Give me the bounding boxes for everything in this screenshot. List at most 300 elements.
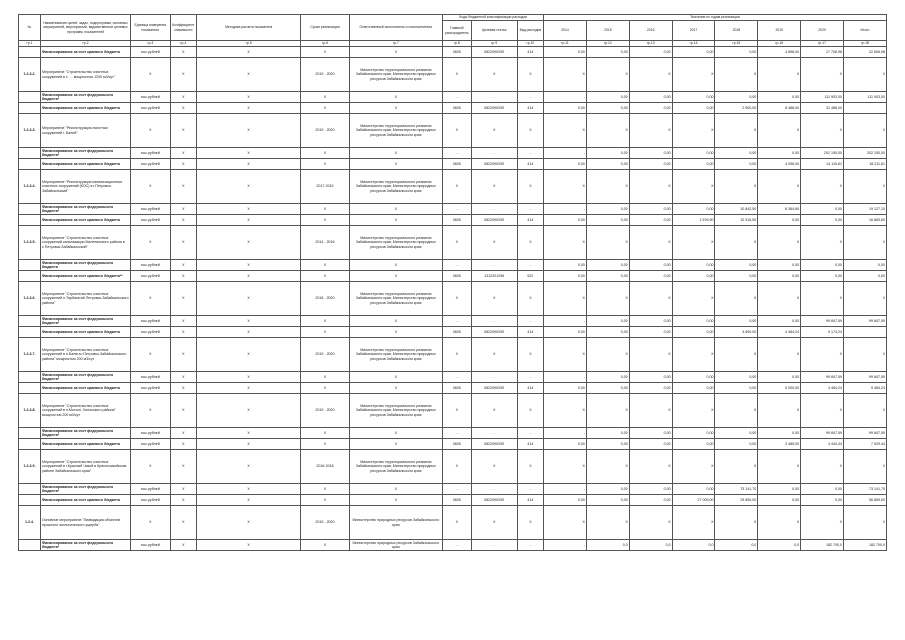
row-vr: 414: [517, 215, 543, 226]
row-year-value: 0,00: [629, 204, 672, 215]
row-grbs: 0605: [443, 103, 472, 114]
row-method: X: [196, 260, 300, 271]
row-name: Мероприятие "Реконструкция канализационных очистных сооружений (КОС) в г.Петровск-Забайкальский": [40, 170, 130, 204]
row-number: [19, 271, 41, 282]
row-grbs: X: [443, 506, 472, 540]
row-coef: X: [170, 439, 196, 450]
row-year-value: 0,00: [544, 159, 587, 170]
row-vr: -: [517, 260, 543, 271]
row-number: [19, 327, 41, 338]
row-year-value: 0,00: [586, 159, 629, 170]
row-unit: X: [131, 282, 171, 316]
row-year-value: X: [629, 226, 672, 260]
row-year-value: X: [544, 58, 587, 92]
row-unit: тыс.рублей: [131, 316, 171, 327]
row-year-value: 29 850,00: [715, 495, 758, 506]
row-year-value: 0,00: [672, 260, 715, 271]
row-name: Финансирование за счет краевого бюджета: [40, 383, 130, 394]
row-grbs: 0605: [443, 439, 472, 450]
row-year-value: 0,00: [715, 372, 758, 383]
row-year-value: X: [715, 450, 758, 484]
row-grbs: -: [443, 92, 472, 103]
row-number: 1.2.3.7.: [19, 338, 41, 372]
row-name: Финансирование за счет федерального бюджета*: [40, 148, 130, 159]
row-number: [19, 372, 41, 383]
row-year-value: X: [672, 338, 715, 372]
row-year-value: 0,00: [801, 204, 844, 215]
row-name: Финансирование за счет федерального бюджета*: [40, 316, 130, 327]
row-number: [19, 540, 41, 551]
row-year-value: X: [758, 394, 801, 428]
row-name: Мероприятие "Строительство очистных сооружений в с. ... мощностью 1200 м3/сут": [40, 58, 130, 92]
row-year-value: 0,00: [758, 372, 801, 383]
row-year-value: X: [758, 450, 801, 484]
row-number: [19, 260, 41, 271]
row-year-value: 0,00: [629, 327, 672, 338]
row-name: Финансирование за счет федерального бюджета*: [40, 372, 130, 383]
row-year-value: 0,00: [544, 215, 587, 226]
row-number: [19, 383, 41, 394]
row-year-value: X: [715, 170, 758, 204]
financing-row: [19, 428, 887, 439]
row-term: X: [301, 215, 349, 226]
row-unit: X: [131, 58, 171, 92]
row-unit: тыс.рублей: [131, 484, 171, 495]
row-unit: X: [131, 450, 171, 484]
row-year-value: 0,00: [629, 47, 672, 58]
row-year-value: 0,00: [758, 271, 801, 282]
row-term: X: [301, 484, 349, 495]
row-vr: -: [517, 372, 543, 383]
row-year-value: X: [672, 394, 715, 428]
row-year-value: 0,00: [801, 495, 844, 506]
row-term: X: [301, 260, 349, 271]
row-executor: X: [349, 47, 442, 58]
row-vr: 414: [517, 439, 543, 450]
financing-row: [19, 327, 887, 338]
row-unit: тыс.рублей: [131, 428, 171, 439]
row-year-value: 99 847,59: [801, 428, 844, 439]
row-year-value: X: [629, 394, 672, 428]
row-year-value: 202 150,00: [801, 148, 844, 159]
row-unit: тыс.рублей: [131, 103, 171, 114]
row-year-value: 0,00: [544, 327, 587, 338]
row-year-value: 0,00: [629, 159, 672, 170]
measure-row: [19, 170, 887, 204]
row-method: X: [196, 506, 300, 540]
row-grbs: X: [443, 170, 472, 204]
row-year-value: 0,00: [758, 484, 801, 495]
measure-row: [19, 226, 887, 260]
row-executor: Министерство территориального развития Забайкальского края, Министерство природных ресурсов Забайкальского края: [349, 58, 442, 92]
row-total: 99 847,59: [844, 372, 887, 383]
row-executor: X: [349, 103, 442, 114]
row-method: X: [196, 495, 300, 506]
row-year-value: 0,00: [629, 495, 672, 506]
row-vr: 522: [517, 271, 543, 282]
row-year-value: 9 174,24: [801, 327, 844, 338]
row-year-value: 4 444,44: [801, 439, 844, 450]
row-unit: тыс.рублей: [131, 148, 171, 159]
row-year-value: 0,00: [758, 148, 801, 159]
measure-row: [19, 338, 887, 372]
budget-table-sheet: [18, 14, 887, 551]
row-number: [19, 204, 41, 215]
row-coef: X: [170, 372, 196, 383]
row-total: 19 127,10: [844, 204, 887, 215]
row-coef: X: [170, 47, 196, 58]
row-term: 2018 - 2020: [301, 282, 349, 316]
row-year-value: 5 000,00: [758, 383, 801, 394]
financing-row: [19, 215, 887, 226]
row-vr: 414: [517, 383, 543, 394]
row-name: Финансирование за счет федерального бюджета*: [40, 428, 130, 439]
row-total: 7 929,44: [844, 439, 887, 450]
header-grbs: Главный распорядитель: [443, 21, 472, 41]
row-name: Финансирование за счет краевого бюджета: [40, 159, 130, 170]
header-term: Сроки реализации: [301, 15, 349, 41]
financing-row: [19, 439, 887, 450]
row-year-value: 0,00: [629, 484, 672, 495]
measure-row: [19, 58, 887, 92]
row-year-value: X: [758, 506, 801, 540]
row-total: X: [844, 170, 887, 204]
row-unit: тыс.рублей: [131, 372, 171, 383]
row-year-value: 0,00: [801, 215, 844, 226]
row-year-value: 4 096,00: [758, 159, 801, 170]
row-coef: X: [170, 92, 196, 103]
column-number: гр.2: [40, 41, 130, 47]
row-year-value: 99 847,59: [801, 372, 844, 383]
header-year: 2016: [629, 21, 672, 41]
row-year-value: 0,00: [586, 271, 629, 282]
row-year-value: -: [544, 316, 587, 327]
row-year-value: 0,00: [629, 260, 672, 271]
row-number: [19, 159, 41, 170]
budget-table: [18, 14, 887, 551]
row-term: X: [301, 316, 349, 327]
column-number: гр.8: [443, 41, 472, 47]
row-total: 182 700,0: [844, 540, 887, 551]
row-year-value: 0,00: [586, 148, 629, 159]
row-csr: 1312201296: [471, 271, 517, 282]
row-year-value: X: [801, 226, 844, 260]
row-coef: X: [170, 271, 196, 282]
row-name: Мероприятие "Строительство очистных сооружений п.Тарбагатай Петровск-Забайкальского района": [40, 282, 130, 316]
row-year-value: 0,00: [758, 428, 801, 439]
row-grbs: X: [443, 226, 472, 260]
row-csr: X: [471, 58, 517, 92]
row-year-value: 0,00: [672, 484, 715, 495]
column-number: гр.7: [349, 41, 442, 47]
row-executor: Министерство территориального развития Забайкальского края, Министерство природных ресурсов Забайкальского края: [349, 282, 442, 316]
row-term: X: [301, 103, 349, 114]
row-vr: -: [517, 316, 543, 327]
row-method: X: [196, 450, 300, 484]
row-unit: тыс.рублей: [131, 383, 171, 394]
row-grbs: -: [443, 260, 472, 271]
row-term: X: [301, 428, 349, 439]
row-method: X: [196, 439, 300, 450]
row-executor: X: [349, 204, 442, 215]
row-total: 73 141,70: [844, 484, 887, 495]
row-vr: -: [517, 92, 543, 103]
row-name: Финансирование за счет федерального бюджета: [40, 260, 130, 271]
row-year-value: X: [715, 506, 758, 540]
row-year-value: 0,00: [629, 316, 672, 327]
row-term: 2016-2018: [301, 450, 349, 484]
header-unit: Единица измерения показателя: [131, 15, 171, 41]
row-year-value: 0,00: [758, 495, 801, 506]
row-term: X: [301, 92, 349, 103]
row-number: 1.2.3.3.: [19, 114, 41, 148]
row-year-value: -: [544, 540, 587, 551]
row-vr: X: [517, 114, 543, 148]
row-name: Финансирование за счет краевого бюджета: [40, 439, 130, 450]
row-year-value: 0,00: [586, 204, 629, 215]
header-year: 2014: [544, 21, 587, 41]
financing-row: [19, 484, 887, 495]
measure-row: [19, 450, 887, 484]
row-year-value: 0,00: [586, 215, 629, 226]
row-csr: -: [471, 204, 517, 215]
row-year-value: 3 485,00: [758, 439, 801, 450]
row-method: X: [196, 204, 300, 215]
row-coef: X: [170, 428, 196, 439]
row-csr: X: [471, 338, 517, 372]
row-method: X: [196, 383, 300, 394]
row-total: 0,00: [844, 260, 887, 271]
row-unit: тыс.рублей: [131, 271, 171, 282]
row-year-value: X: [801, 114, 844, 148]
row-grbs: X: [443, 338, 472, 372]
row-year-value: 0,00: [715, 428, 758, 439]
row-year-value: X: [544, 226, 587, 260]
row-year-value: 4 898,00: [758, 47, 801, 58]
row-year-value: 0,0: [715, 540, 758, 551]
row-year-value: 0,00: [758, 92, 801, 103]
row-csr: X: [471, 450, 517, 484]
row-year-value: 10 842,50: [715, 204, 758, 215]
row-term: X: [301, 540, 349, 551]
row-term: X: [301, 383, 349, 394]
row-year-value: 0,00: [586, 428, 629, 439]
header-year: 2015: [586, 21, 629, 41]
row-year-value: 0,00: [672, 148, 715, 159]
row-grbs: -: [443, 372, 472, 383]
row-total: [844, 103, 887, 114]
row-year-value: X: [801, 58, 844, 92]
row-term: 2017-2019: [301, 170, 349, 204]
measure-row: [19, 282, 887, 316]
row-year-value: 0,0: [586, 540, 629, 551]
row-csr: X: [471, 506, 517, 540]
row-term: X: [301, 495, 349, 506]
financing-row: [19, 372, 887, 383]
row-year-value: 0,00: [586, 383, 629, 394]
row-year-value: X: [586, 338, 629, 372]
row-name: Мероприятие "Строительство очистных сооружений в п.Балягa г.Петровск-Забайкальского района" мощностью 200 м3/сут: [40, 338, 130, 372]
row-year-value: X: [586, 506, 629, 540]
row-coef: X: [170, 484, 196, 495]
row-year-value: 73 141,70: [715, 484, 758, 495]
row-csr: X: [471, 394, 517, 428]
row-term: 2015 - 2020: [301, 506, 349, 540]
row-csr: 0822090290: [471, 103, 517, 114]
row-year-value: 0,00: [586, 260, 629, 271]
row-executor: Министерство территориального развития Забайкальского края, Министерство природных ресурсов Забайкальского края: [349, 450, 442, 484]
row-coef: X: [170, 215, 196, 226]
row-year-value: X: [758, 58, 801, 92]
row-year-value: 0,00: [586, 372, 629, 383]
financing-row: [19, 92, 887, 103]
row-year-value: 0,00: [715, 47, 758, 58]
row-year-value: X: [672, 450, 715, 484]
row-name: Финансирование за счет краевого бюджета: [40, 215, 130, 226]
row-name: Финансирование за счет краевого бюджета: [40, 327, 130, 338]
row-year-value: 0,00: [586, 495, 629, 506]
row-executor: X: [349, 372, 442, 383]
row-year-value: X: [586, 282, 629, 316]
row-total: 99 847,59: [844, 316, 887, 327]
row-vr: -: [517, 148, 543, 159]
row-total: 16 883,60: [844, 215, 887, 226]
row-total: X: [844, 282, 887, 316]
row-grbs: X: [443, 282, 472, 316]
row-total: X: [844, 450, 887, 484]
row-year-value: X: [629, 506, 672, 540]
row-year-value: X: [629, 170, 672, 204]
row-executor: X: [349, 316, 442, 327]
row-name: Финансирование за счет федерального бюджета*: [40, 540, 130, 551]
row-coef: X: [170, 327, 196, 338]
row-number: [19, 215, 41, 226]
row-coef: X: [170, 170, 196, 204]
row-executor: X: [349, 484, 442, 495]
row-year-value: 0,00: [801, 271, 844, 282]
row-vr: 414: [517, 47, 543, 58]
row-term: 2014 - 2016: [301, 226, 349, 260]
row-vr: X: [517, 506, 543, 540]
row-executor: X: [349, 260, 442, 271]
row-year-value: X: [544, 394, 587, 428]
row-year-value: 0,00: [672, 103, 715, 114]
row-year-value: 0,00: [544, 103, 587, 114]
row-number: [19, 316, 41, 327]
row-year-value: X: [801, 338, 844, 372]
row-term: X: [301, 439, 349, 450]
row-method: X: [196, 338, 300, 372]
row-year-value: 0,00: [715, 383, 758, 394]
row-year-value: 0,00: [629, 271, 672, 282]
row-csr: -: [471, 260, 517, 271]
row-executor: Министерство территориального развития Забайкальского края, Министерство природных ресурсов Забайкальского края: [349, 394, 442, 428]
row-method: X: [196, 148, 300, 159]
row-executor: X: [349, 215, 442, 226]
row-year-value: X: [629, 282, 672, 316]
row-method: X: [196, 103, 300, 114]
row-number: [19, 47, 41, 58]
financing-row: [19, 495, 887, 506]
header-values: Значения по годам реализации: [544, 15, 887, 21]
row-year-value: 0,00: [672, 271, 715, 282]
row-unit: X: [131, 394, 171, 428]
row-year-value: 0,00: [672, 372, 715, 383]
row-vr: X: [517, 58, 543, 92]
row-year-value: 0,00: [629, 215, 672, 226]
row-year-value: 0,00: [586, 47, 629, 58]
measure-row: [19, 114, 887, 148]
row-grbs: -: [443, 316, 472, 327]
row-year-value: 0,00: [629, 428, 672, 439]
row-year-value: 8 364,60: [758, 204, 801, 215]
row-number: 1.2.4.: [19, 506, 41, 540]
row-total: 9 484,24: [844, 383, 887, 394]
header-year: 2018: [715, 21, 758, 41]
header-method: Методика расчета показателя: [196, 15, 300, 41]
column-number: гр.15: [715, 41, 758, 47]
row-grbs: 0605: [443, 327, 472, 338]
row-grbs: X: [443, 58, 472, 92]
row-year-value: 4 484,24: [758, 327, 801, 338]
row-year-value: 0,00: [715, 271, 758, 282]
row-year-value: -: [544, 148, 587, 159]
financing-row: [19, 204, 887, 215]
row-year-value: X: [586, 226, 629, 260]
row-method: X: [196, 92, 300, 103]
row-coef: X: [170, 506, 196, 540]
row-year-value: X: [544, 450, 587, 484]
row-year-value: 0,00: [586, 103, 629, 114]
row-executor: X: [349, 92, 442, 103]
row-year-value: 0,00: [629, 103, 672, 114]
row-grbs: X: [443, 450, 472, 484]
row-year-value: 99 847,59: [801, 316, 844, 327]
row-year-value: 0,00: [758, 260, 801, 271]
row-year-value: X: [715, 338, 758, 372]
row-total: X: [844, 226, 887, 260]
row-year-value: X: [586, 394, 629, 428]
row-number: 1.2.3.9.: [19, 450, 41, 484]
row-name: Мероприятие "Строительство очистных сооружений канализации Малетинского района в с.Петровск-Забайкальский": [40, 226, 130, 260]
row-coef: X: [170, 148, 196, 159]
row-year-value: X: [801, 394, 844, 428]
row-year-value: 2 900,00: [715, 103, 758, 114]
row-method: X: [196, 540, 300, 551]
row-coef: X: [170, 260, 196, 271]
row-csr: X: [471, 226, 517, 260]
row-name: Финансирование за счет федерального бюджета*: [40, 204, 130, 215]
row-coef: X: [170, 204, 196, 215]
row-year-value: 0,00: [715, 316, 758, 327]
financing-row: [19, 47, 887, 58]
row-executor: X: [349, 159, 442, 170]
row-year-value: X: [758, 226, 801, 260]
row-year-value: 0,00: [672, 383, 715, 394]
row-number: 1.2.3.4.: [19, 170, 41, 204]
row-csr: -: [471, 484, 517, 495]
row-year-value: 0,00: [672, 159, 715, 170]
row-method: X: [196, 226, 300, 260]
row-year-value: 0,00: [586, 439, 629, 450]
row-executor: X: [349, 148, 442, 159]
measure-row: [19, 506, 887, 540]
row-vr: -: [517, 428, 543, 439]
row-year-value: 4 484,24: [801, 383, 844, 394]
row-year-value: X: [586, 450, 629, 484]
row-year-value: 0,00: [629, 92, 672, 103]
row-year-value: X: [672, 170, 715, 204]
